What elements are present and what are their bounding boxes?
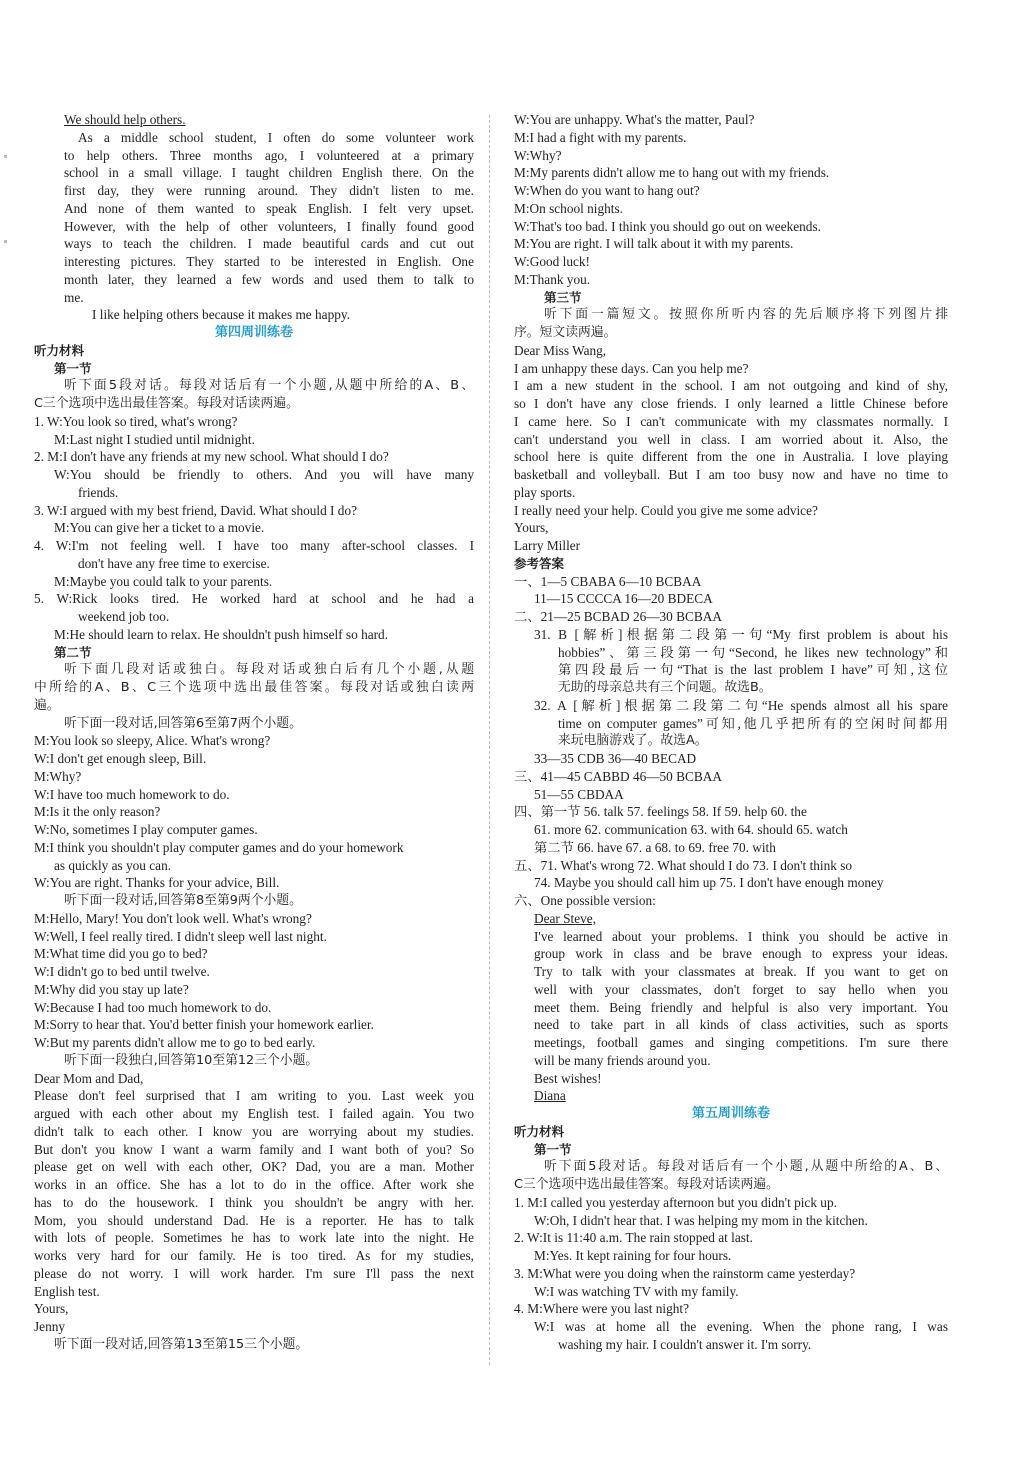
left-text-line: first day, they were running around. They didn't listen to me. — [64, 183, 474, 198]
left-text-line: please do not worry. I will work harder. I'm sure I'll pass the next — [34, 1265, 474, 1281]
left-text-line: please get on well with each other, OK? Dad, you are a man. Mother — [34, 1159, 474, 1175]
right-text-line: Dear Miss Wang, — [514, 342, 607, 358]
left-text-line: works very hard for our family. He is too tired. As for my studies, — [34, 1248, 474, 1263]
right-text-line: 一、1—5 CBABA 6—10 BCBAA — [514, 573, 702, 589]
right-text-line: 听力材料 — [514, 1123, 565, 1139]
left-text-line: M:You look so sleepy, Alice. What's wrong? — [34, 733, 271, 749]
right-text-line: 第五周训练卷 — [691, 1106, 770, 1121]
right-text-line: Yours, — [514, 520, 549, 536]
right-text-line: Best wishes! — [534, 1070, 602, 1086]
right-text-line: 无助的母亲总共有三个问题。故选B。 — [558, 680, 772, 695]
left-text-line: M:Sorry to hear that. You'd better finish your homework earlier. — [34, 1017, 374, 1033]
left-text-line: 2. M:I don't have any friends at my new school. What should I do? — [34, 449, 389, 465]
left-text-line: 第四周训练卷 — [214, 325, 293, 340]
right-text-line: 听下面5段对话。每段对话后有一个小题,从题中所给的A、B、 — [544, 1159, 948, 1175]
left-text-line: has to do the housework. I think you shouldn't be angry with her. — [34, 1194, 474, 1210]
left-text-line: ways to teach the children. I made beautiful cards and cut out — [64, 236, 474, 252]
right-text-line: 31. B [解析]根据第二段第一句“My first problem is about his — [534, 626, 948, 642]
left-text-line: M:Why? — [34, 768, 82, 784]
left-text-line: M:Why did you stay up late? — [34, 981, 189, 997]
right-column — [514, 111, 948, 1354]
right-text-line: M:I had a fight with my parents. — [514, 129, 687, 145]
left-text-line: 3. W:I argued with my best friend, David. What should I do? — [34, 502, 358, 518]
right-text-line: 61. more 62. communication 63. with 64. should 65. watch — [534, 822, 848, 837]
left-text-line: 遍。 — [34, 697, 60, 713]
left-text-line: W:No, sometimes I play computer games. — [34, 822, 258, 837]
right-text-line: group work in class and be brave enough to express your ideas. — [534, 946, 948, 962]
left-text-line: with lots of people. Sometimes he has to work late into the night. He — [34, 1230, 474, 1246]
left-column — [34, 111, 474, 1354]
right-text-line: 2. W:It is 11:40 a.m. The rain stopped at last. — [514, 1230, 753, 1246]
right-text-line: 五、71. What's wrong 72. What should I do 73. I don't think so — [514, 857, 853, 873]
right-text-line: M:Yes. It kept raining for four hours. — [534, 1248, 732, 1263]
right-text-line: Dear Steve, — [534, 910, 597, 926]
left-text-line: However, with the help of other volunteers, I finally found good — [64, 218, 474, 234]
right-text-line: washing my hair. I couldn't answer it. I'm sorry. — [558, 1336, 812, 1352]
right-text-line: meetings, football games and singing competitions. I'm sure there — [534, 1035, 948, 1050]
left-text-line: 4. W:I'm not feeling well. I have too many after-school classes. I — [34, 538, 474, 553]
right-text-line: 第一节 — [534, 1141, 572, 1157]
left-text-line: M:You can give her a ticket to a movie. — [54, 520, 265, 536]
right-text-line: so I don't have any close friends. I only learned a little Chinese before — [514, 396, 948, 411]
left-text-line: didn't talk to each other. I know you are worrying about my studies. — [34, 1123, 474, 1139]
left-text-line: But don't you know I want a warm family and I want both of you? So — [34, 1141, 474, 1157]
left-text-line: M:I think you shouldn't play computer games and do your homework — [34, 839, 404, 855]
right-text-line: M:You are right. I will talk about it with my parents. — [514, 236, 794, 252]
left-text-line: 听下面5段对话。每段对话后有一个小题,从题中所给的A、B、 — [64, 378, 474, 394]
left-text-line: W:You should be friendly to others. And you will have many — [54, 467, 474, 482]
left-text-line: 1. W:You look so tired, what's wrong? — [34, 413, 238, 429]
right-text-line: school here is quite different from the one in Australia. I love playing — [514, 449, 948, 465]
right-text-line: Diana — [534, 1088, 566, 1104]
right-text-line: 4. M:Where were you last night? — [514, 1301, 690, 1317]
right-text-line: C三个选项中选出最佳答案。每段对话读两遍。 — [514, 1177, 779, 1192]
right-text-line: I am a new student in the school. I am not outgoing and kind of shy, — [514, 378, 948, 394]
right-text-line: M:Thank you. — [514, 271, 591, 287]
left-text-line: to help others. Three months ago, I volunteered at a primary — [64, 147, 474, 163]
left-text-line: Mom, you should understand Dad. He is a reporter. He has to talk — [34, 1212, 474, 1228]
left-text-line: W:I have too much homework to do. — [34, 786, 230, 802]
right-text-line: W:Good luck! — [514, 254, 590, 269]
right-text-line: 六、One possible version: — [514, 893, 656, 908]
right-text-line: time on computer games”可知,他几乎把所有的空闲时间都用 — [558, 715, 948, 731]
left-text-line: me. — [64, 289, 84, 305]
right-text-line: Larry Miller — [514, 538, 581, 553]
right-text-line: 3. M:What were you doing when the rainstorm came yesterday? — [514, 1265, 856, 1281]
left-text-line: W:Because I had too much homework to do. — [34, 999, 272, 1015]
right-text-line: M:My parents didn't allow me to hang out with my friends. — [514, 165, 830, 181]
left-text-line: M:Is it the only reason? — [34, 804, 161, 820]
right-text-line: 32. A [解析]根据第二段第二句“He spends almost all his spare — [534, 697, 948, 713]
right-text-line: can't understand you well in class. I am worried about it. Also, the — [514, 431, 948, 447]
right-text-line: hobbies”、第三段第一句“Second, he likes new technology”和 — [558, 644, 948, 660]
left-text-line: friends. — [78, 484, 119, 500]
left-text-line: 听下面几段对话或独白。每段对话或独白后有几个小题,从题 — [64, 662, 474, 678]
right-text-line: 74. Maybe you should call him up 75. I don't have enough money — [534, 875, 884, 891]
right-text-line: 第四段最后一句“That is the last problem I have”可知,这位 — [558, 662, 948, 678]
left-text-line: 听力材料 — [34, 342, 85, 358]
right-text-line: Try to talk with your classmates at break. If you want to get on — [534, 964, 948, 979]
left-text-line: 中所给的A、B、C三个选项中选出最佳答案。每段对话或独白读两 — [34, 680, 474, 695]
right-text-line: W:I was watching TV with my family. — [534, 1283, 739, 1299]
right-text-line: 参考答案 — [514, 555, 565, 571]
left-text-line: W:But my parents didn't allow me to go to bed early. — [34, 1035, 316, 1050]
left-text-line: weekend job too. — [78, 609, 170, 624]
left-text-line: Dear Mom and Dad, — [34, 1070, 144, 1086]
left-text-line: C三个选项中选出最佳答案。每段对话读两遍。 — [34, 396, 299, 411]
right-text-line: 四、第一节 56. talk 57. feelings 58. If 59. help 60. the — [514, 804, 807, 820]
left-text-line: We should help others. — [64, 112, 186, 127]
left-text-line: M:He should learn to relax. He shouldn't push himself so hard. — [54, 626, 389, 642]
column-divider — [489, 115, 490, 1365]
left-text-line: I like helping others because it makes me happy. — [92, 307, 350, 323]
left-text-line: W:You are right. Thanks for your advice, Bill. — [34, 875, 280, 891]
left-text-line: month later, they learned a few words and used them to talk to — [64, 271, 474, 287]
left-text-line: 听下面一段对话,回答第6至第7两个小题。 — [64, 715, 302, 731]
left-text-line: W:I didn't go to bed until twelve. — [34, 964, 210, 979]
right-text-line: I came here. So I can't communicate with my classmates normally. I — [514, 413, 948, 429]
right-text-line: 第三节 — [544, 289, 582, 305]
left-text-line: As a middle school student, I often do some volunteer work — [78, 129, 474, 145]
right-text-line: basketball and volleyball. But I am too busy now and have no time to — [514, 467, 948, 482]
right-text-line: 序。短文读两遍。 — [514, 325, 617, 340]
right-text-line: meet them. Being friendly and helpful is also very important. You — [534, 999, 948, 1015]
left-text-line: school in a small village. I taught children English there. On the — [64, 165, 474, 181]
right-text-line: W:When do you want to hang out? — [514, 183, 700, 198]
left-text-line: W:I don't get enough sleep, Bill. — [34, 751, 207, 766]
left-text-line: 听下面一段对话,回答第13至第15三个小题。 — [54, 1336, 309, 1352]
left-text-line: Please don't feel surprised that I am writing to you. Last week you — [34, 1088, 474, 1104]
left-text-line: 听下面一段独白,回答第10至第12三个小题。 — [64, 1052, 319, 1068]
left-text-line: 听下面一段对话,回答第8至第9两个小题。 — [64, 893, 302, 908]
left-text-line: M:Last night I studied until midnight. — [54, 431, 255, 447]
right-text-line: W:Oh, I didn't hear that. I was helping my mom in the kitchen. — [534, 1212, 868, 1228]
right-text-line: 第二节 66. have 67. a 68. to 69. free 70. with — [534, 839, 776, 855]
right-text-line: I really need your help. Could you give me some advice? — [514, 502, 818, 518]
right-text-line: I've learned about your problems. I think you should be active in — [534, 928, 948, 944]
right-text-line: will be many friends around you. — [534, 1052, 711, 1068]
right-text-line: M:On school nights. — [514, 200, 623, 216]
right-text-line: 二、21—25 BCBAD 26—30 BCBAA — [514, 609, 722, 624]
right-text-line: 来玩电脑游戏了。故选A。 — [558, 733, 708, 749]
right-text-line: well with your classmates, don't forget to say hello when you — [534, 981, 948, 997]
left-text-line: 第二节 — [54, 644, 92, 660]
left-text-line: works in an office. She has a lot to do in the office. After work she — [34, 1177, 474, 1192]
left-text-line: Jenny — [34, 1319, 66, 1334]
right-text-line: 51—55 CBDAA — [534, 786, 624, 802]
left-text-line: And none of them wanted to speak English. I felt very upset. — [64, 200, 474, 216]
left-text-line: 第一节 — [54, 360, 92, 376]
right-text-line: W:I was at home all the evening. When the phone rang, I was — [534, 1319, 948, 1334]
right-text-line: W:That's too bad. I think you should go out on weekends. — [514, 218, 821, 234]
left-text-line: argued with each other about my English test. I failed again. You two — [34, 1106, 474, 1121]
left-text-line: 5. W:Rick looks tired. He worked hard at school and he had a — [34, 591, 474, 607]
left-text-line: M:Hello, Mary! You don't look well. What's wrong? — [34, 910, 312, 926]
right-text-line: 1. M:I called you yesterday afternoon but you didn't pick up. — [514, 1194, 837, 1210]
left-text-line: M:What time did you go to bed? — [34, 946, 208, 962]
left-text-line: interesting pictures. They started to be interested in English. One — [64, 254, 474, 269]
left-text-line: English test. — [34, 1283, 100, 1299]
right-text-line: need to take part in all kinds of class activities, such as sports — [534, 1017, 948, 1033]
left-text-line: don't have any free time to exercise. — [78, 555, 270, 571]
right-text-line: 三、41—45 CABBD 46—50 BCBAA — [514, 768, 722, 784]
right-text-line: I am unhappy these days. Can you help me? — [514, 360, 749, 376]
left-text-line: W:Well, I feel really tired. I didn't sleep well last night. — [34, 928, 327, 944]
right-text-line: 11—15 CCCCA 16—20 BDECA — [534, 591, 713, 607]
left-text-line: M:Maybe you could talk to your parents. — [54, 573, 273, 589]
left-text-line: Yours, — [34, 1301, 69, 1317]
right-text-line: play sports. — [514, 484, 576, 500]
left-text-line: as quickly as you can. — [54, 857, 172, 873]
right-text-line: 听下面一篇短文。按照你所听内容的先后顺序将下列图片排 — [544, 307, 948, 323]
right-text-line: 33—35 CDB 36—40 BECAD — [534, 751, 697, 766]
right-text-line: W:Why? — [514, 147, 562, 163]
right-text-line: W:You are unhappy. What's the matter, Paul? — [514, 112, 755, 127]
